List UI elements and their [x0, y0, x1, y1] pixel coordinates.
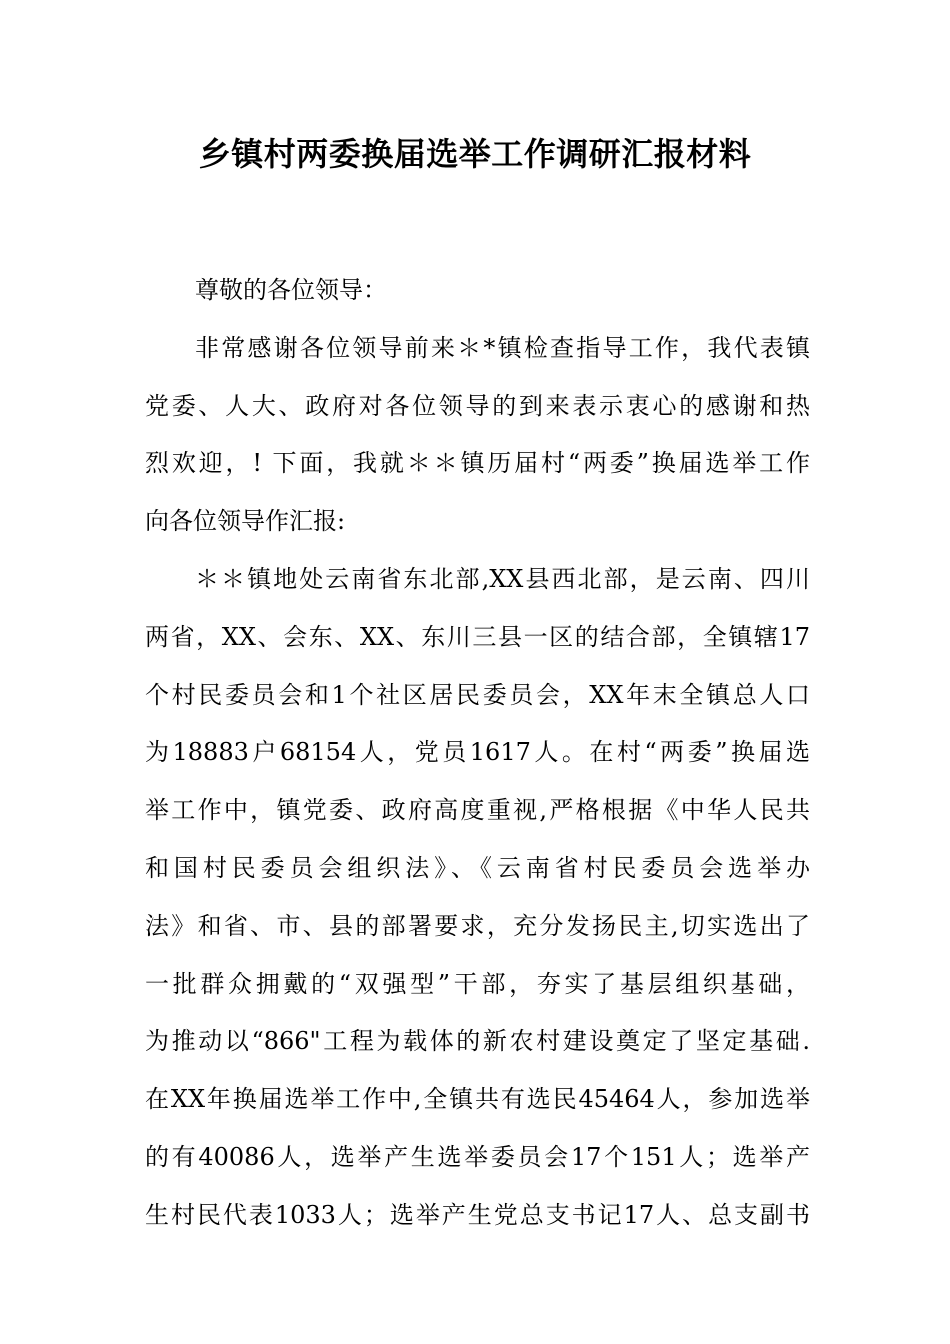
paragraph-line: 为推动以“866"工程为载体的新农村建设奠定了坚定基础.: [145, 1027, 810, 1056]
paragraph-line: 烈欢迎，! 下面，我就＊＊镇历届村“两委”换届选举工作: [145, 449, 810, 478]
paragraph-line: 的有40086人，选举产生选举委员会17个151人；选举产: [145, 1142, 810, 1171]
paragraph-line: 生村民代表1033人；选举产生党总支书记17人、总支副书: [145, 1200, 810, 1229]
paragraph-line: 举工作中，镇党委、政府高度重视,严格根据《中华人民共: [145, 796, 810, 825]
document-body: [145, 262, 810, 1245]
paragraph-line: 一批群众拥戴的“双强型”干部，夯实了基层组织基础，: [145, 969, 810, 998]
paragraph-line: ＊＊镇地处云南省东北部,XX县西北部，是云南、四川: [195, 564, 810, 593]
paragraph-line: 非常感谢各位领导前来＊*镇检查指导工作，我代表镇: [195, 333, 810, 362]
paragraph-line: 和国村民委员会组织法》、《云南省村民委员会选举办: [145, 853, 810, 882]
document-title: 乡镇村两委换届选举工作调研汇报材料: [198, 135, 752, 173]
paragraph-line: 向各位领导作汇报:: [145, 507, 346, 536]
salutation-line: 尊敬的各位领导：: [195, 276, 387, 304]
paragraph-line: 两省，XX、会东、XX、东川三县一区的结合部，全镇辖17: [145, 622, 810, 651]
paragraph-line: 个村民委员会和1个社区居民委员会，XX年末全镇总人口: [145, 680, 810, 709]
paragraph-line: 为18883户68154人，党员1617人。在村“两委”换届选: [145, 738, 810, 767]
paragraph-line: 在XX年换届选举工作中,全镇共有选民45464人，参加选举: [145, 1085, 810, 1114]
paragraph-line: 党委、人大、政府对各位领导的到来表示衷心的感谢和热: [145, 391, 810, 420]
paragraph-line: 法》和省、市、县的部署要求，充分发扬民主,切实选出了: [145, 911, 810, 940]
